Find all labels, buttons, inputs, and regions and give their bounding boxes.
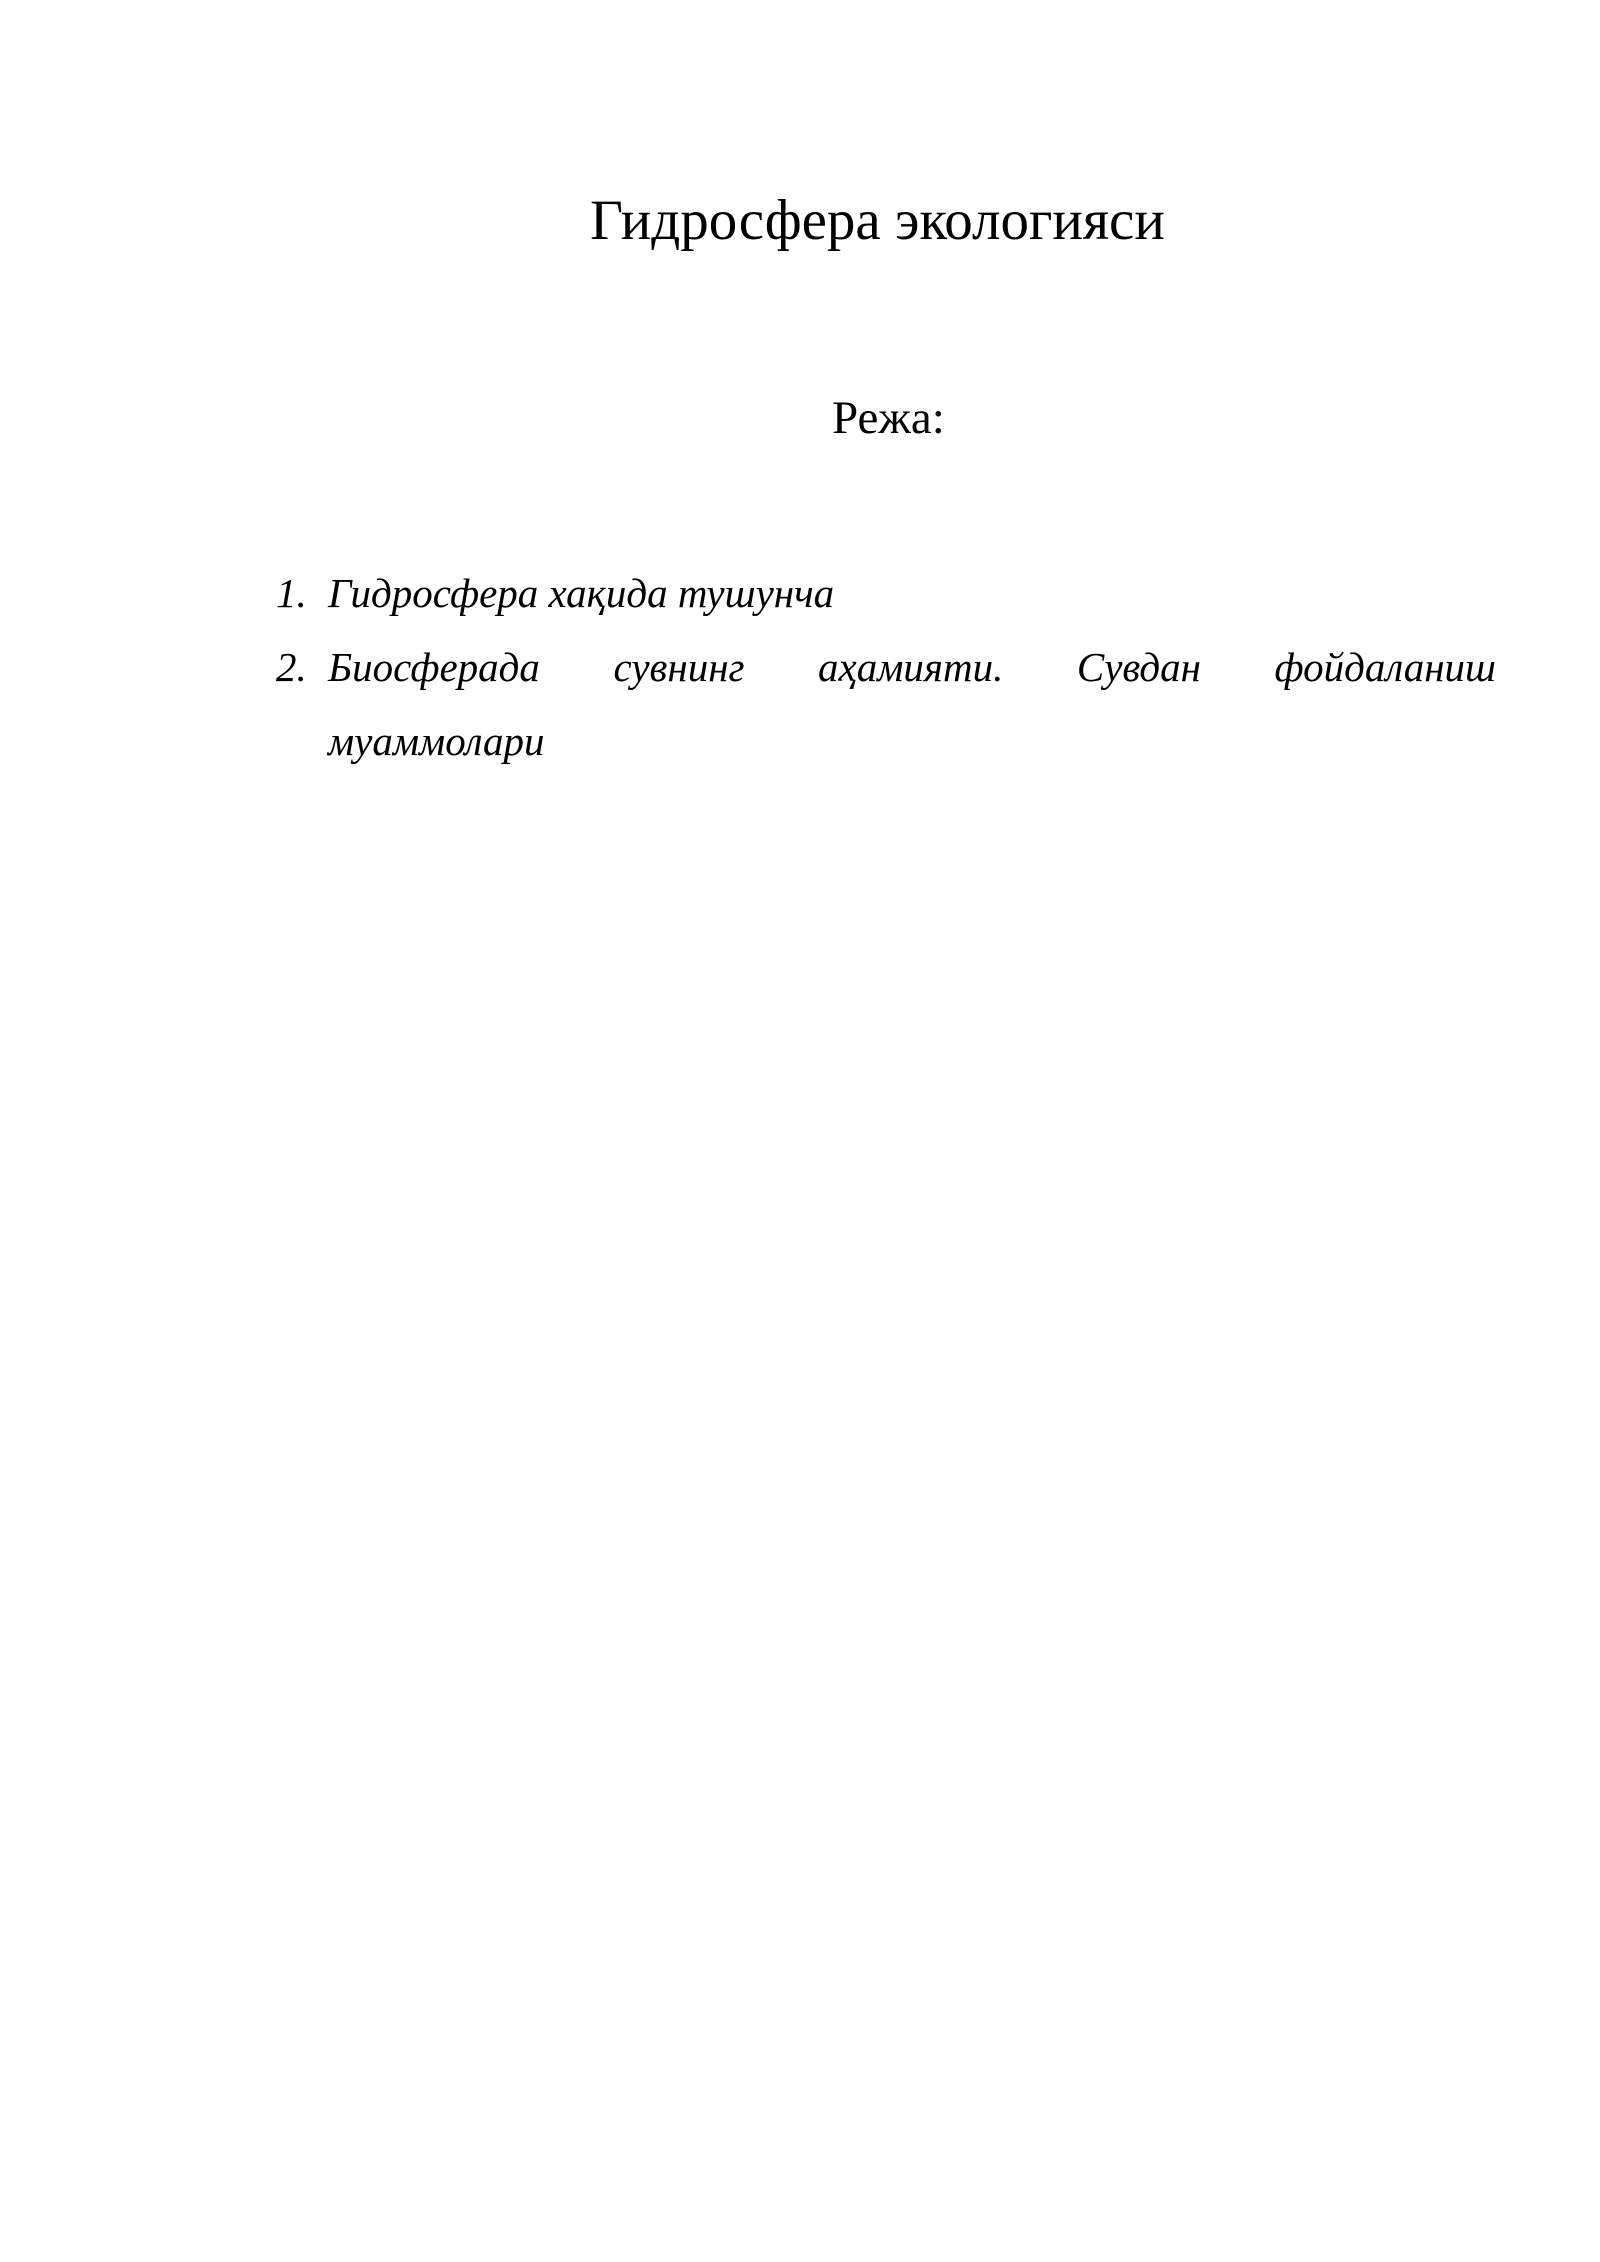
- plan-item-word: фойдаланиш: [1274, 644, 1496, 690]
- plan-item-2: [276, 630, 1496, 778]
- plan-item-word: Биосферада: [328, 644, 540, 690]
- plan-item-word: Сувдан: [1076, 644, 1201, 690]
- plan-item-number: 1.: [276, 570, 307, 616]
- plan-item-number: 2.: [276, 644, 307, 690]
- plan-item-word: аҳамияти.: [818, 644, 1004, 690]
- plan-item-line-1: [328, 630, 1496, 704]
- document-title: Гидросфера экологияси: [590, 189, 1165, 252]
- plan-item-line-2: муаммолари: [328, 718, 545, 764]
- plan-item-1: [276, 556, 1496, 630]
- plan-item-word: сувнинг: [613, 644, 745, 690]
- plan-list: [276, 556, 1496, 778]
- plan-heading: Режа:: [832, 392, 945, 444]
- plan-item-text: Гидросфера хақида тушунча: [328, 570, 835, 616]
